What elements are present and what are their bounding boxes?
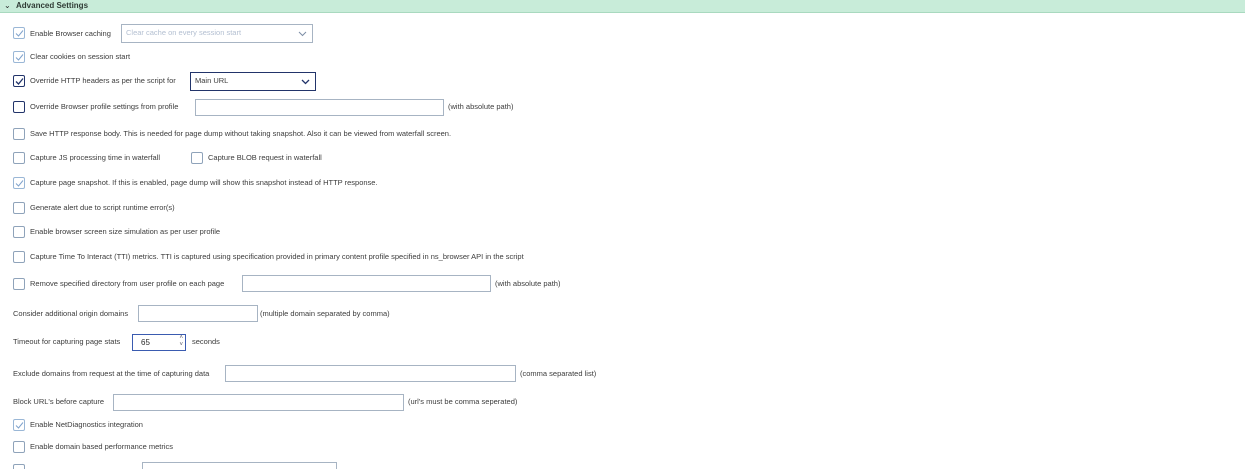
- clear-cookies-checkbox[interactable]: [13, 51, 25, 63]
- profile-path-input[interactable]: [195, 99, 444, 116]
- override-profile-checkbox[interactable]: [13, 101, 25, 113]
- check-icon: [15, 77, 24, 86]
- chevron-down-icon[interactable]: ⌄: [4, 1, 11, 10]
- screen-size-label: Enable browser screen size simulation as per user profile: [30, 227, 221, 236]
- domain-metrics-checkbox[interactable]: [13, 441, 25, 453]
- domain-metrics-label: Enable domain based performance metrics: [30, 442, 173, 451]
- remove-directory-label: Remove specified directory from user profile on each page: [30, 279, 225, 288]
- generate-alert-checkbox[interactable]: [13, 202, 25, 214]
- capture-blob-label: Capture BLOB request in waterfall: [208, 153, 322, 162]
- spinner-arrows-icon[interactable]: ˄ ˅: [179, 335, 183, 348]
- clear-cookies-label: Clear cookies on session start: [30, 52, 131, 61]
- exclude-domains-hint: (comma separated list): [520, 369, 597, 378]
- override-headers-checkbox[interactable]: [13, 75, 25, 87]
- override-headers-select[interactable]: [190, 72, 316, 91]
- capture-js-checkbox[interactable]: [13, 152, 25, 164]
- capture-blob-checkbox[interactable]: [191, 152, 203, 164]
- check-icon: [15, 421, 24, 430]
- override-headers-label: Override HTTP headers as per the script for: [30, 76, 176, 85]
- block-urls-label: Block URL's before capture: [13, 397, 105, 406]
- timeout-value: 65: [141, 338, 150, 347]
- section-title: Advanced Settings: [16, 1, 89, 10]
- timeout-label: Timeout for capturing page stats: [13, 337, 121, 346]
- block-urls-input[interactable]: [113, 394, 404, 411]
- origin-domains-hint: (multiple domain separated by comma): [260, 309, 390, 318]
- capture-js-label: Capture JS processing time in waterfall: [30, 153, 161, 162]
- chevron-down-icon: [298, 29, 307, 38]
- browser-caching-label: Enable Browser caching: [30, 29, 111, 38]
- screen-size-checkbox[interactable]: [13, 226, 25, 238]
- netdiagnostics-checkbox[interactable]: [13, 419, 25, 431]
- generate-alert-label: Generate alert due to script runtime error(s): [30, 203, 175, 212]
- capture-tti-checkbox[interactable]: [13, 251, 25, 263]
- save-response-label: Save HTTP response body. This is needed for page dump without taking snapshot. Also it can be viewed from waterfall screen.: [30, 129, 452, 138]
- netdiagnostics-label: Enable NetDiagnostics integration: [30, 420, 143, 429]
- cache-mode-select[interactable]: [121, 24, 313, 43]
- chevron-down-icon: [301, 77, 310, 86]
- advanced-settings-header[interactable]: [0, 0, 1245, 13]
- cache-mode-placeholder: Clear cache on every session start: [126, 28, 242, 37]
- remove-directory-hint: (with absolute path): [495, 279, 561, 288]
- check-icon: [15, 53, 24, 62]
- timeout-spinner[interactable]: [132, 334, 186, 351]
- next-row-checkbox[interactable]: [13, 464, 25, 469]
- capture-snapshot-checkbox[interactable]: [13, 177, 25, 189]
- check-icon: [15, 29, 24, 38]
- origin-domains-input[interactable]: [138, 305, 258, 322]
- check-icon: [15, 179, 24, 188]
- exclude-domains-label: Exclude domains from request at the time of capturing data: [13, 369, 210, 378]
- timeout-unit: seconds: [192, 337, 220, 346]
- remove-directory-checkbox[interactable]: [13, 278, 25, 290]
- next-row-input[interactable]: [142, 462, 337, 469]
- capture-tti-label: Capture Time To Interact (TTI) metrics. TTI is captured using specification provided in primary content profile specified in ns_browser API in the script: [30, 252, 524, 261]
- capture-snapshot-label: Capture page snapshot. If this is enabled, page dump will show this snapshot instead of HTTP response.: [30, 178, 378, 187]
- profile-path-hint: (with absolute path): [448, 102, 514, 111]
- exclude-domains-input[interactable]: [225, 365, 516, 382]
- browser-caching-checkbox[interactable]: [13, 27, 25, 39]
- origin-domains-label: Consider additional origin domains: [13, 309, 129, 318]
- override-profile-label: Override Browser profile settings from profile: [30, 102, 179, 111]
- override-headers-select-value: Main URL: [195, 76, 229, 85]
- save-response-checkbox[interactable]: [13, 128, 25, 140]
- remove-directory-input[interactable]: [242, 275, 491, 292]
- block-urls-hint: (url's must be comma seperated): [408, 397, 518, 406]
